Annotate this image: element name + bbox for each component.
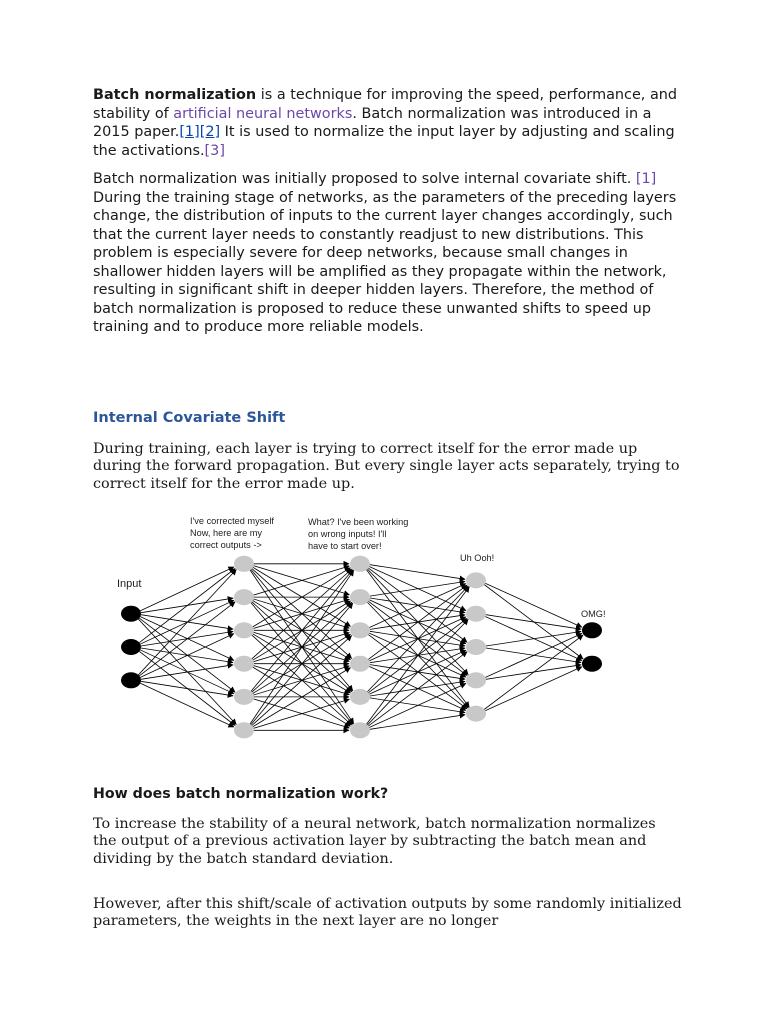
edge-l0-2-5 xyxy=(140,683,234,727)
ref-3-link[interactable]: [3] xyxy=(204,142,225,159)
node-layer2-1 xyxy=(350,589,370,605)
term-bold: Batch normalization xyxy=(93,87,257,103)
edge-l0-0-0 xyxy=(140,567,234,611)
node-layer3-3 xyxy=(466,672,486,688)
node-layer2-2 xyxy=(350,622,370,638)
caption-wrong-inputs-line-1: What? I've been working xyxy=(308,517,409,527)
caption-wrong-inputs-line-3: have to start over! xyxy=(308,541,382,551)
edge-l0-2-4 xyxy=(141,681,233,696)
caption-omg: OMG! xyxy=(581,609,606,619)
node-layer3-2 xyxy=(466,639,486,655)
edge-l0-2-1 xyxy=(139,602,235,676)
node-layer3-1 xyxy=(466,606,486,622)
edge-l3-0-0 xyxy=(485,583,582,627)
edge-l2-5-3 xyxy=(369,684,466,728)
caption-corrected-line-2: Now, here are my xyxy=(190,528,262,538)
edge-l0-1-0 xyxy=(139,569,235,643)
caption-corrected-line-1: I've corrected myself xyxy=(190,516,274,526)
intro-text-c: It is used to normalize the input layer by adjusting and scaling the activations. xyxy=(93,124,675,159)
section2-body-2: However, after this shift/scale of activation outputs by some randomly initialized parameters, the weights in the next layer are no longer xyxy=(93,896,682,930)
node-layer1-4 xyxy=(234,689,254,705)
edge-l0-2-3 xyxy=(141,665,233,680)
node-layer2-5 xyxy=(350,722,370,738)
node-layer2-3 xyxy=(350,656,370,672)
covariate-paragraph xyxy=(93,170,683,337)
network-edges xyxy=(138,564,583,731)
section1-body: During training, each layer is trying to correct itself for the error made up during the forward propagation. But every single layer acts separately, trying to correct itself for the error made up. xyxy=(93,441,680,492)
caption-corrected-line-3: correct outputs -> xyxy=(190,540,262,550)
node-layer0-2 xyxy=(121,672,141,688)
node-layer1-3 xyxy=(234,656,254,672)
para2-text-b: During the training stage of networks, as the parameters of the preceding layers change, the distribution of inputs to the current layer changes accordingly, such that the current layer needs to constantly readjust to new distributions. This problem is especially severe for deep networks, because small changes in shallower hidden layers will be amplified as they propagate within the network, resulting in significant shift in deeper hidden layers. Therefore, the method of batch normalization is proposed to reduce these unwanted shifts to speed up training and to produce more reliable models. xyxy=(93,189,677,335)
section2-body-1: To increase the stability of a neural network, batch normalization normalizes the output of a previous activation layer by subtracting the batch mean and dividing by the batch standard deviation. xyxy=(93,816,656,867)
edge-l1-3-0 xyxy=(252,569,352,659)
input-label: Input xyxy=(117,578,142,590)
edge-l2-3-0 xyxy=(368,585,467,660)
ann-link[interactable]: artificial neural networks xyxy=(173,105,353,122)
intro-paragraph xyxy=(93,86,683,160)
para2-ref-1-link[interactable]: [1] xyxy=(635,171,657,187)
node-layer1-0 xyxy=(234,556,254,572)
neural-network-figure xyxy=(114,511,614,746)
node-layer0-0 xyxy=(121,606,141,622)
section-heading-how-it-works: How does batch normalization work? xyxy=(93,786,389,802)
edge-l2-5-4 xyxy=(370,715,465,730)
ref-2-link[interactable]: [2] xyxy=(199,124,221,140)
node-layer4-1 xyxy=(582,656,602,672)
node-layer0-1 xyxy=(121,639,141,655)
node-layer2-0 xyxy=(350,556,370,572)
edge-l3-1-0 xyxy=(486,615,581,630)
node-layer3-0 xyxy=(466,572,486,588)
node-layer2-4 xyxy=(350,689,370,705)
edge-l2-0-0 xyxy=(370,565,465,580)
ref-1-link[interactable]: [1] xyxy=(179,124,200,140)
edge-l1-5-2 xyxy=(252,636,352,726)
edge-l3-4-0 xyxy=(484,635,583,710)
edge-l2-5-2 xyxy=(368,652,467,727)
network-nodes xyxy=(121,556,602,739)
node-layer3-4 xyxy=(466,706,486,722)
edge-l3-4-1 xyxy=(485,667,582,711)
node-layer1-5 xyxy=(234,722,254,738)
edge-l3-3-0 xyxy=(485,634,582,678)
edge-l3-2-0 xyxy=(486,632,581,647)
node-layer1-2 xyxy=(234,622,254,638)
section-heading-internal-covariate-shift: Internal Covariate Shift xyxy=(93,410,286,426)
caption-wrong-inputs-line-2: on wrong inputs! I'll xyxy=(308,529,387,539)
intro-text-a: is a technique for improving the speed, performance, and stability of xyxy=(93,87,678,122)
edge-l1-4-0 xyxy=(251,570,353,692)
edge-l2-1-0 xyxy=(370,582,465,597)
node-layer4-0 xyxy=(582,622,602,638)
caption-uh-ooh: Uh Ooh! xyxy=(460,553,495,563)
intro-text-b: . Batch normalization was introduced in a 2015 paper. xyxy=(93,105,652,140)
para2-text-a: Batch normalization was initially proposed to solve internal covariate shift. xyxy=(93,171,632,187)
node-layer1-1 xyxy=(234,589,254,605)
